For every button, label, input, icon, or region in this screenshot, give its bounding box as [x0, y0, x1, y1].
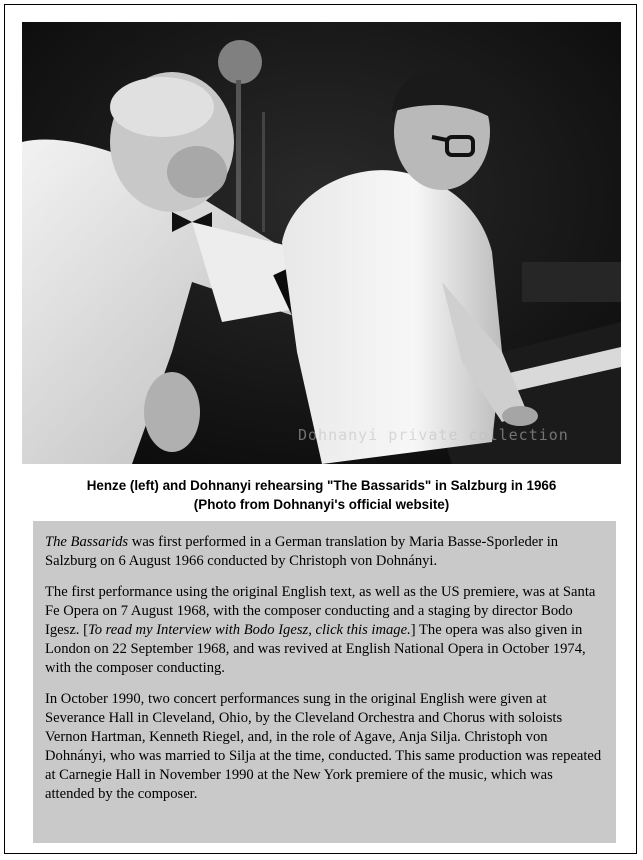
paragraph-2-text-a: The first performance using the original English text, as well as the US premiere, was at Santa Fe Opera on 7 August 1968, with the composer conducting and a staging by director Bodo Igesz. [	[45, 584, 596, 638]
paragraph-2-text-b: ] The opera was also given in London on 22 September 1968, and was revived at English National Opera in October 1974, with the composer conducting.	[45, 622, 586, 676]
paragraph-1-text: was first performed in a German translation by Maria Basse-Sporleder in Salzburg on 6 August 1966 conducted by Christoph von Dohnányi.	[45, 534, 559, 569]
paragraph-2	[45, 583, 603, 678]
article-text-box	[33, 521, 616, 843]
interview-link[interactable]: To read my Interview with Bodo Igesz, click this image.	[87, 622, 411, 638]
caption-line-2: (Photo from Dohnanyi's official website)	[193, 497, 450, 512]
paragraph-1	[45, 533, 603, 571]
opera-title: The Bassarids	[45, 534, 129, 550]
caption-line-1: Henze (left) and Dohnanyi rehearsing "The Bassarids" in Salzburg in 1966	[86, 478, 557, 493]
photo-watermark: Dohnanyi private collection	[298, 426, 569, 444]
photo-illustration	[22, 22, 621, 464]
paragraph-3: In October 1990, two concert performances sung in the original English were given at Severance Hall in Cleveland, Ohio, by the Cleveland Orchestra and Chorus with soloists Vernon Hartman, Kenneth Riegel, and, in the role of Agave, Anja Silja. Christoph von Dohnányi, who was married to Silja at the time, conducted. This same production was repeated at Carnegie Hall in November 1990 at the New York premiere of the music, which was attended by the composer.	[45, 691, 602, 802]
rehearsal-photo[interactable]	[22, 22, 621, 464]
photo-caption	[22, 476, 621, 514]
